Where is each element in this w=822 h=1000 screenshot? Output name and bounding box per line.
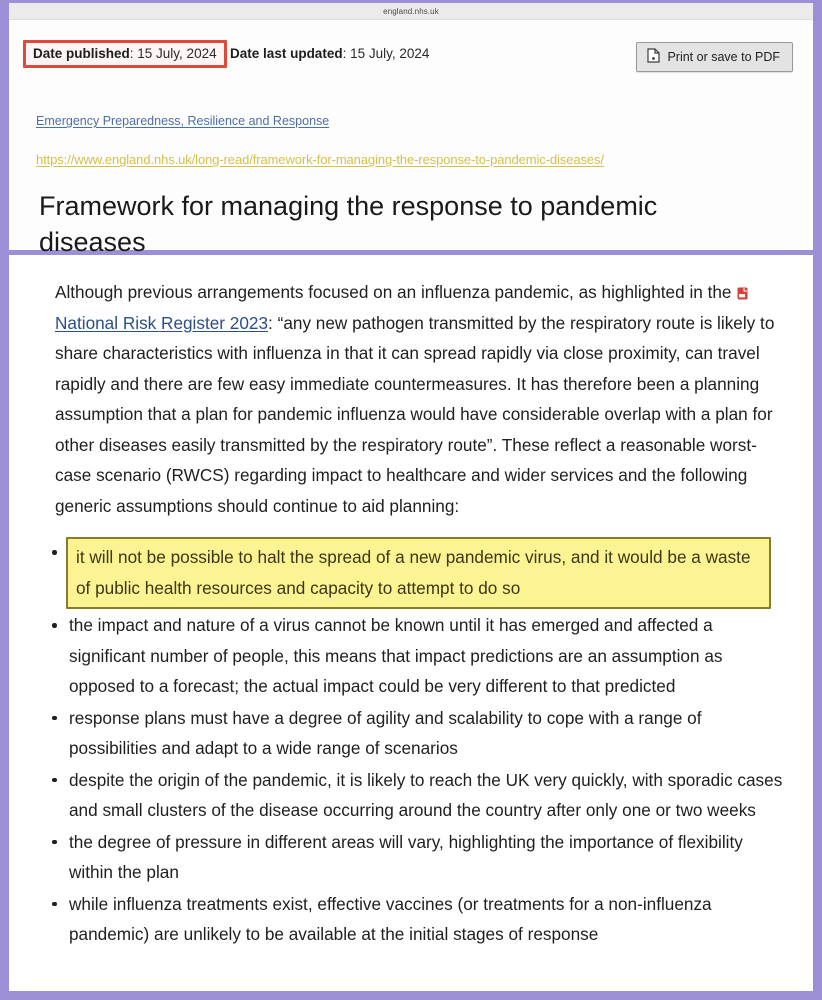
date-last-updated-row [223, 43, 436, 63]
print-or-save-pdf-button[interactable] [636, 42, 793, 72]
list-item [39, 765, 789, 826]
intro-text-part1: Although previous arrangements focused on an influenza pandemic, as highlighted in the [55, 282, 737, 302]
highlighted-assumption-text: it will not be possible to halt the spread of a new pandemic virus, and it would be a waste of public health resources and capacity to attempt to do so [66, 537, 771, 609]
date-published-annotation-box [23, 40, 227, 68]
assumption-text: while influenza treatments exist, effective vaccines (or treatments for a non-influenza pandemic) are unlikely to be available at the initial stages of response [69, 893, 712, 944]
list-item [39, 703, 789, 764]
document-header-card [9, 20, 813, 255]
pdf-file-icon [737, 279, 748, 292]
page-title: Framework for managing the response to pandemic diseases [39, 191, 658, 257]
date-last-updated-value: 15 July, 2024 [350, 46, 430, 61]
browser-domain-bar [9, 3, 813, 20]
date-published-line [33, 46, 217, 61]
intro-paragraph [55, 277, 789, 521]
intro-text-part2: : “any new pathogen transmitted by the respiratory route is likely to share characteristics with influenza in that it can spread rapidly via close proximity, can travel rapidly and there are few easy immediate countermeasures. It has therefore been a planning assumption that a plan for pandemic influenza would have considerable overlap with a plan for other diseases easily transmitted by the respiratory route”. These reflect a reasonable worst-case scenario (RWCS) regarding impact to healthcare and wider services and the following generic assumptions should continue to aid planning: [55, 312, 775, 516]
planning-assumptions-list [39, 537, 789, 950]
assumption-text: despite the origin of the pandemic, it is likely to reach the UK very quickly, with sporadic cases and small clusters of the disease occurring around the country after only one or two weeks [69, 769, 783, 820]
assumption-text: response plans must have a degree of agility and scalability to cope with a range of possibilities and adapt to a wide range of scenarios [69, 707, 702, 758]
list-item [39, 889, 789, 950]
page-url-link[interactable]: https://www.england.nhs.uk/long-read/framework-for-managing-the-response-to-pandemic-diseases/ [36, 152, 604, 167]
national-risk-register-link[interactable]: National Risk Register 2023 [55, 312, 269, 333]
list-item [39, 537, 789, 609]
date-published-value: 15 July, 2024 [137, 46, 217, 61]
publication-dates [31, 40, 436, 68]
assumption-text: the degree of pressure in different areas will vary, highlighting the importance of flexibility within the plan [69, 831, 743, 882]
print-button-label: Print or save to PDF [667, 50, 780, 64]
document-body-card [9, 255, 813, 991]
breadcrumb-link-eprr[interactable]: Emergency Preparedness, Resilience and Response [36, 114, 330, 128]
list-item [39, 610, 789, 702]
date-last-updated-line [230, 46, 429, 61]
print-document-icon [647, 48, 660, 66]
date-published-label: Date published [33, 46, 130, 61]
date-last-updated-separator: : [342, 46, 351, 61]
assumption-text: the impact and nature of a virus cannot be known until it has emerged and affected a significant number of people, this means that impact predictions are an assumption as opposed to a forecast; the actual impact could be very different to that predicted [69, 615, 723, 696]
list-item [39, 827, 789, 888]
domain-text: england.nhs.uk [383, 6, 439, 16]
date-published-separator: : [129, 46, 138, 61]
date-last-updated-label: Date last updated [230, 46, 343, 61]
